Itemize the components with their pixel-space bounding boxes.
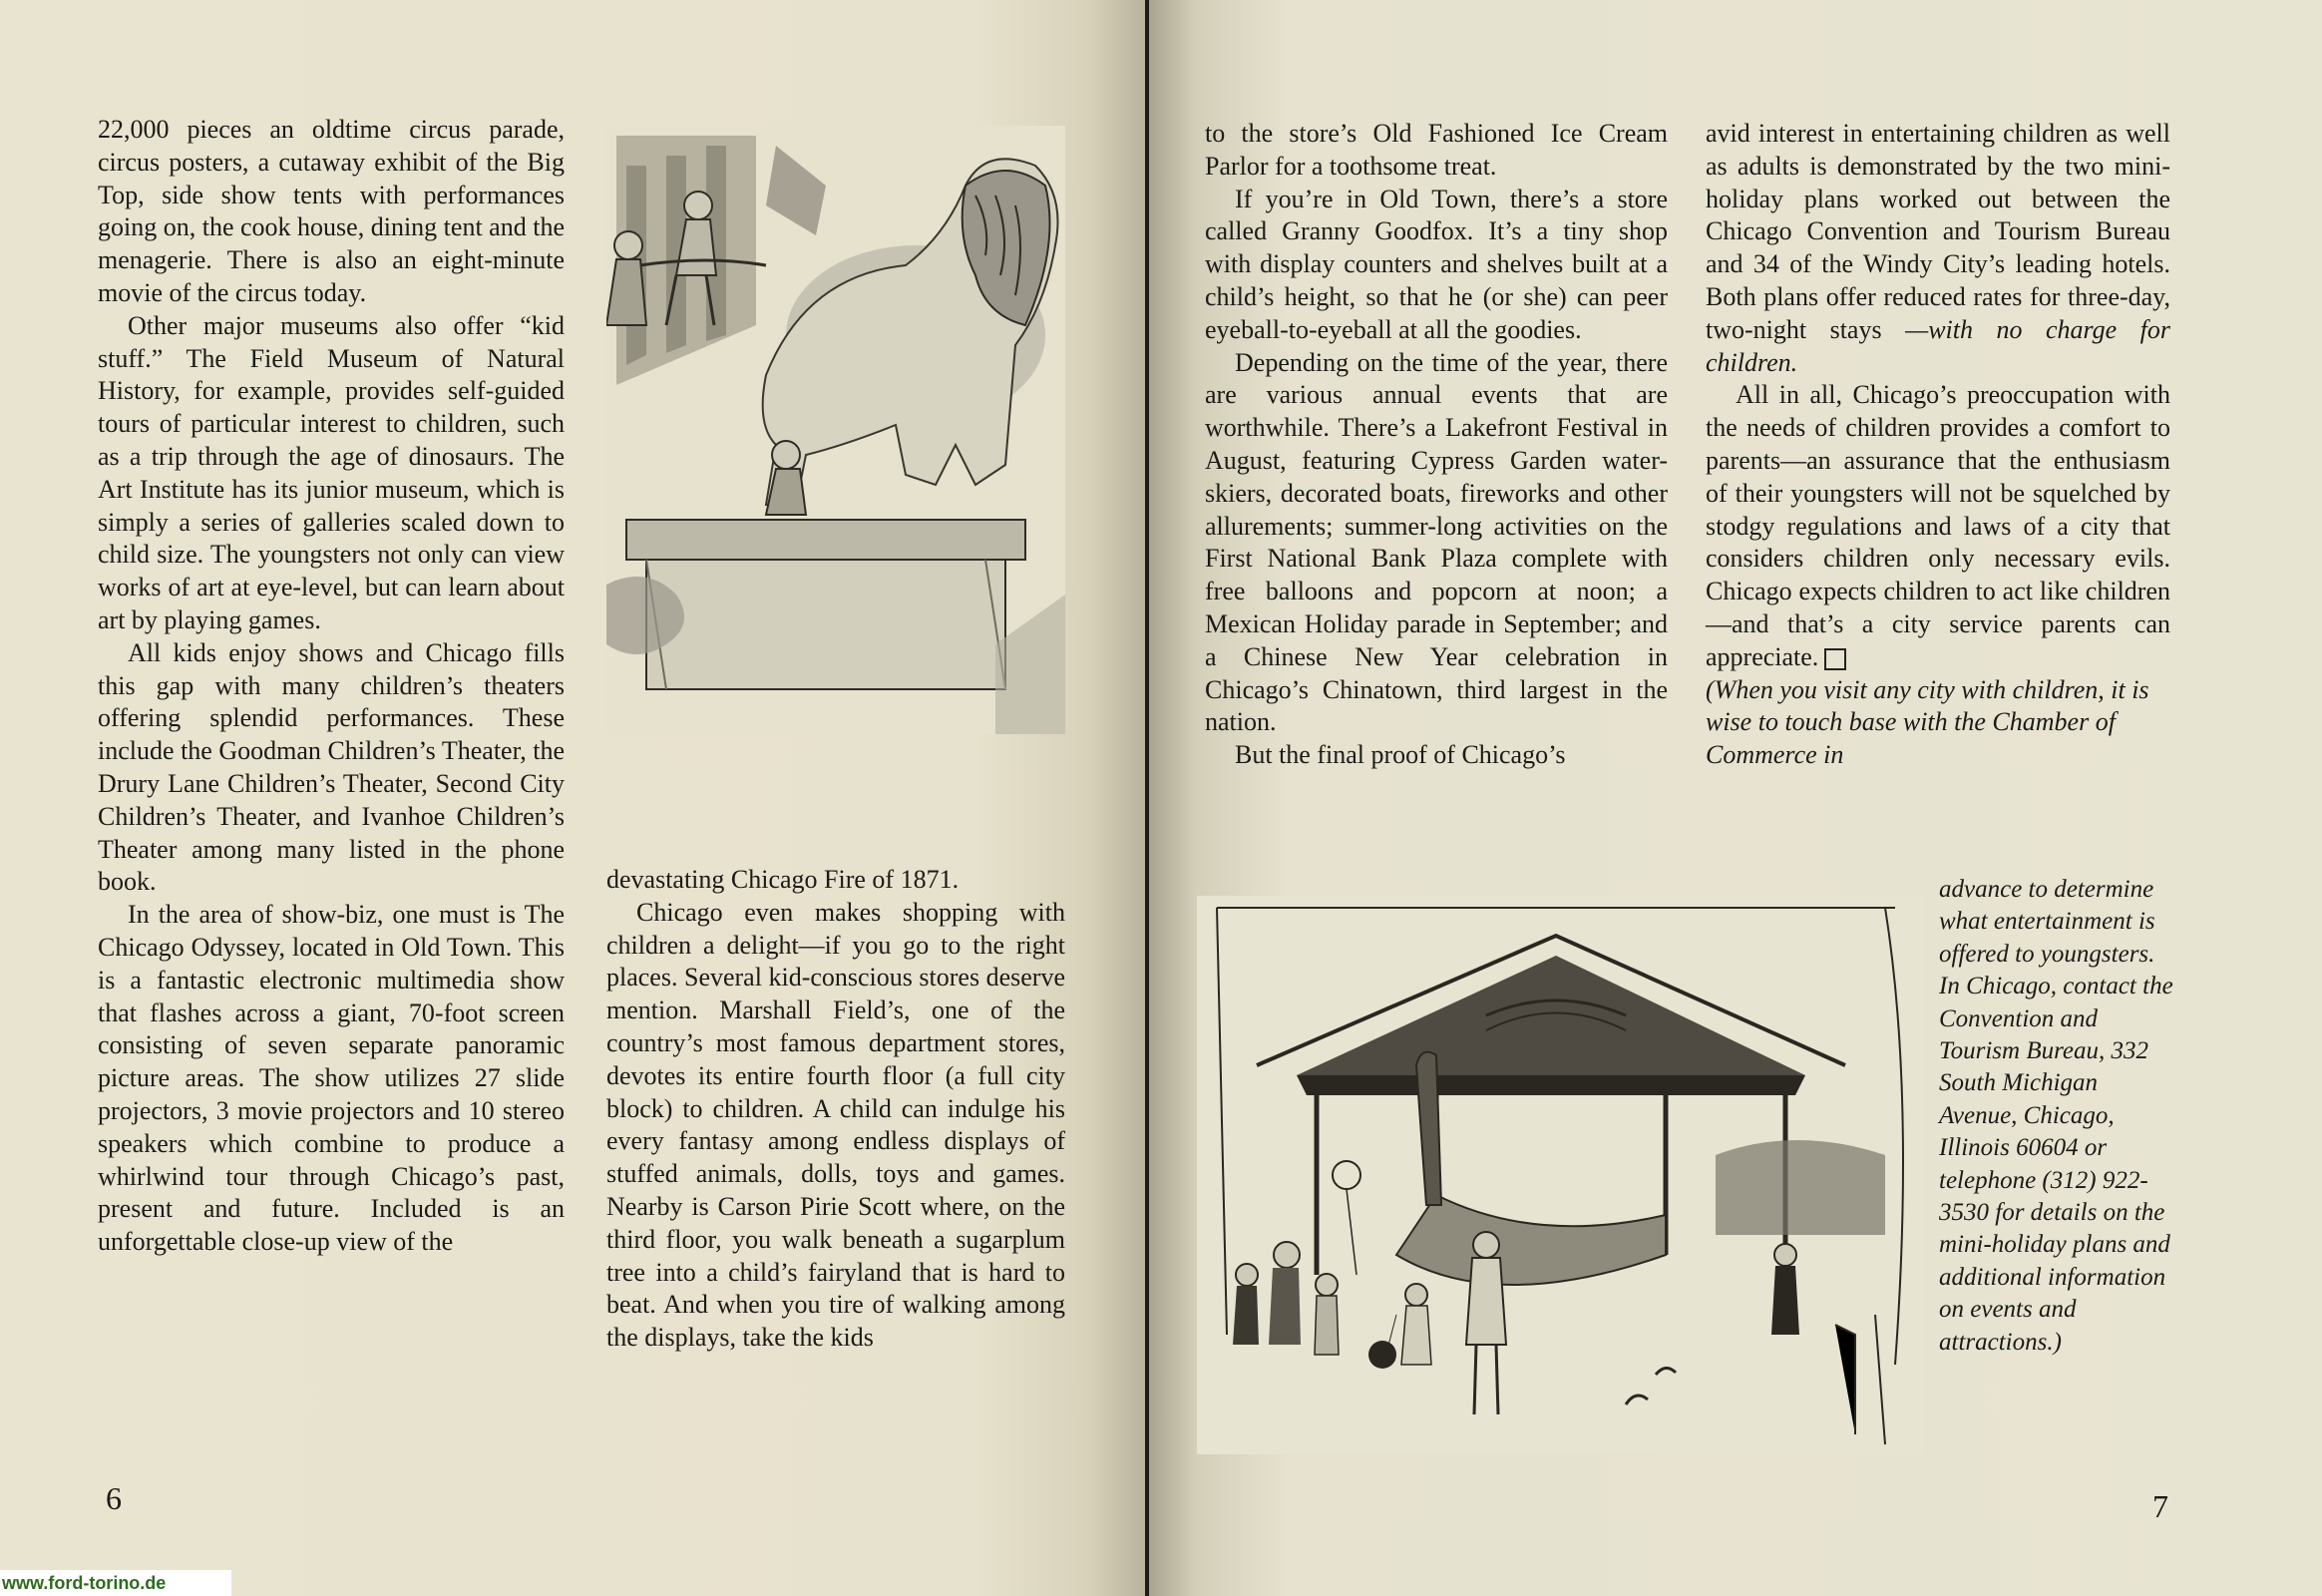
paragraph: All kids enjoy shows and Chicago fills this gap with many children’s theaters offering splendid performances. These include the Goodman Children’s Theater, the Drury Lane Children’s Theater, Second City Children’s Theater, and Ivanhoe Children’s Theater among many listed in the phone book. [98,637,565,897]
page-number-right: 7 [2152,1488,2168,1524]
paragraph: to the store’s Old Fashioned Ice Cream Parlor for a toothsome treat. [1205,119,1668,181]
paragraph: In the area of show-biz, one must is The Chicago Odyssey, located in Old Town. This is a fantastic electronic multimedia show that flashes across a giant, 70-foot screen consisting of seven separate panoramic picture areas. The show utilizes 27 slide projectors, 3 movie projectors and 10 stereo speakers which combine to produce a whirlwind tour through Chicago’s past, present and future. Included is an unforgettable close-up view of the [98,900,565,1257]
watermark: www.ford-torino.de [0,1570,231,1596]
paragraph [1706,118,2170,379]
paragraph: If you’re in Old Town, there’s a store called Granny Goodfox. It’s a tiny shop with display counters and shelves built at a child’s height, so that he (or she) can peer eyeball-to-eyeball at all the goodies. [1205,184,1668,344]
paragraph: devastating Chicago Fire of 1871. [606,865,960,894]
paragraph: Other major museums also offer “kid stuff.” The Field Museum of Natural History, for example, provides self-guided tours of particular interest to children, such as a trip through the age of dinosaurs. The Art Institute has its junior museum, which is simply a series of galleries scaled down to child size. The youngsters not only can view works of art at eye-level, but can learn about art by playing games. [98,310,565,634]
paragraph: 22,000 pieces an oldtime circus parade, circus posters, a cutaway exhibit of the Big Top, side show tents with performances going on, the cook house, dining tent and the menagerie. There is also an eight-minute movie of the circus today. [98,115,565,307]
left-column-1 [98,114,565,1259]
left-column-2 [606,864,1065,1355]
paragraph-text: All in all, Chicago’s preoccupation with the needs of children provides a comfort to parents—an assurance that the enthusiasm of their youngsters will not be squelched by stodgy regulations and laws of a city that considers children only necessary evils. Chicago expects children to act like children—and that’s a city service parents can appreciate. [1706,380,2170,671]
right-column-1 [1205,118,1668,772]
page-number-left: 6 [106,1480,122,1516]
sidebar-note-intro: (When you visit any city with children, it is wise to touch base with the Chamber of Commerce in [1706,674,2149,770]
right-page [1149,0,2322,1596]
paragraph: Depending on the time of the year, there are various annual events that are worthwhile. There’s a Lakefront Festival in August, featuring Cypress Garden water-skiers, decorated boats, fireworks and other allurements; summer-long activities on the First National Bank Plaza complete with free balloons and popcorn at noon; a Mexican Holiday parade in September; and a Chinese New Year celebration in Chicago’s Chinatown, third largest in the nation. [1205,347,1668,737]
emphasis-text: —with no charge for children. [1706,314,2171,377]
paragraph: But the final proof of Chicago’s [1235,740,1566,770]
sidebar-note: advance to determine what entertainment is offered to youngsters. In Chicago, contact the Convention and Tourism Bureau, 332 South Michigan Avenue, Chicago, Illinois 60604 or telephone (312) 922-3530 for details on the mini-holiday plans and additional information on events and attractions.) [1939,876,2173,1356]
right-column-2 [1706,118,2170,772]
paragraph-text: avid interest in entertaining children as well as adults is demonstrated by the two mini-holiday plans worked out between the Chicago Convention and Tourism Bureau and 34 of the Windy City’s leading hotels. Both plans offer reduced rates for three-day, two-night stays [1706,119,2170,344]
end-mark-icon [1824,648,1846,670]
paragraph [1706,379,2170,673]
lion-statue-illustration [606,126,1065,734]
paragraph: Chicago even makes shopping with children a delight—if you go to the right places. Several kid-conscious stores deserve mention. Marshall Field’s, one of the country’s most famous department stores, devotes its entire fourth floor (a full city block) to children. A child can indulge his every fantasy among endless displays of stuffed animals, dolls, toys and games. Nearby is Carson Pirie Scott where, on the third floor, you walk beneath a sugarplum tree into a child’s fairyland that is hard to beat. And when you tire of walking among the displays, take the kids [606,897,1065,1353]
viking-ship-pavilion-illustration [1197,896,1925,1454]
left-page [0,0,1145,1596]
